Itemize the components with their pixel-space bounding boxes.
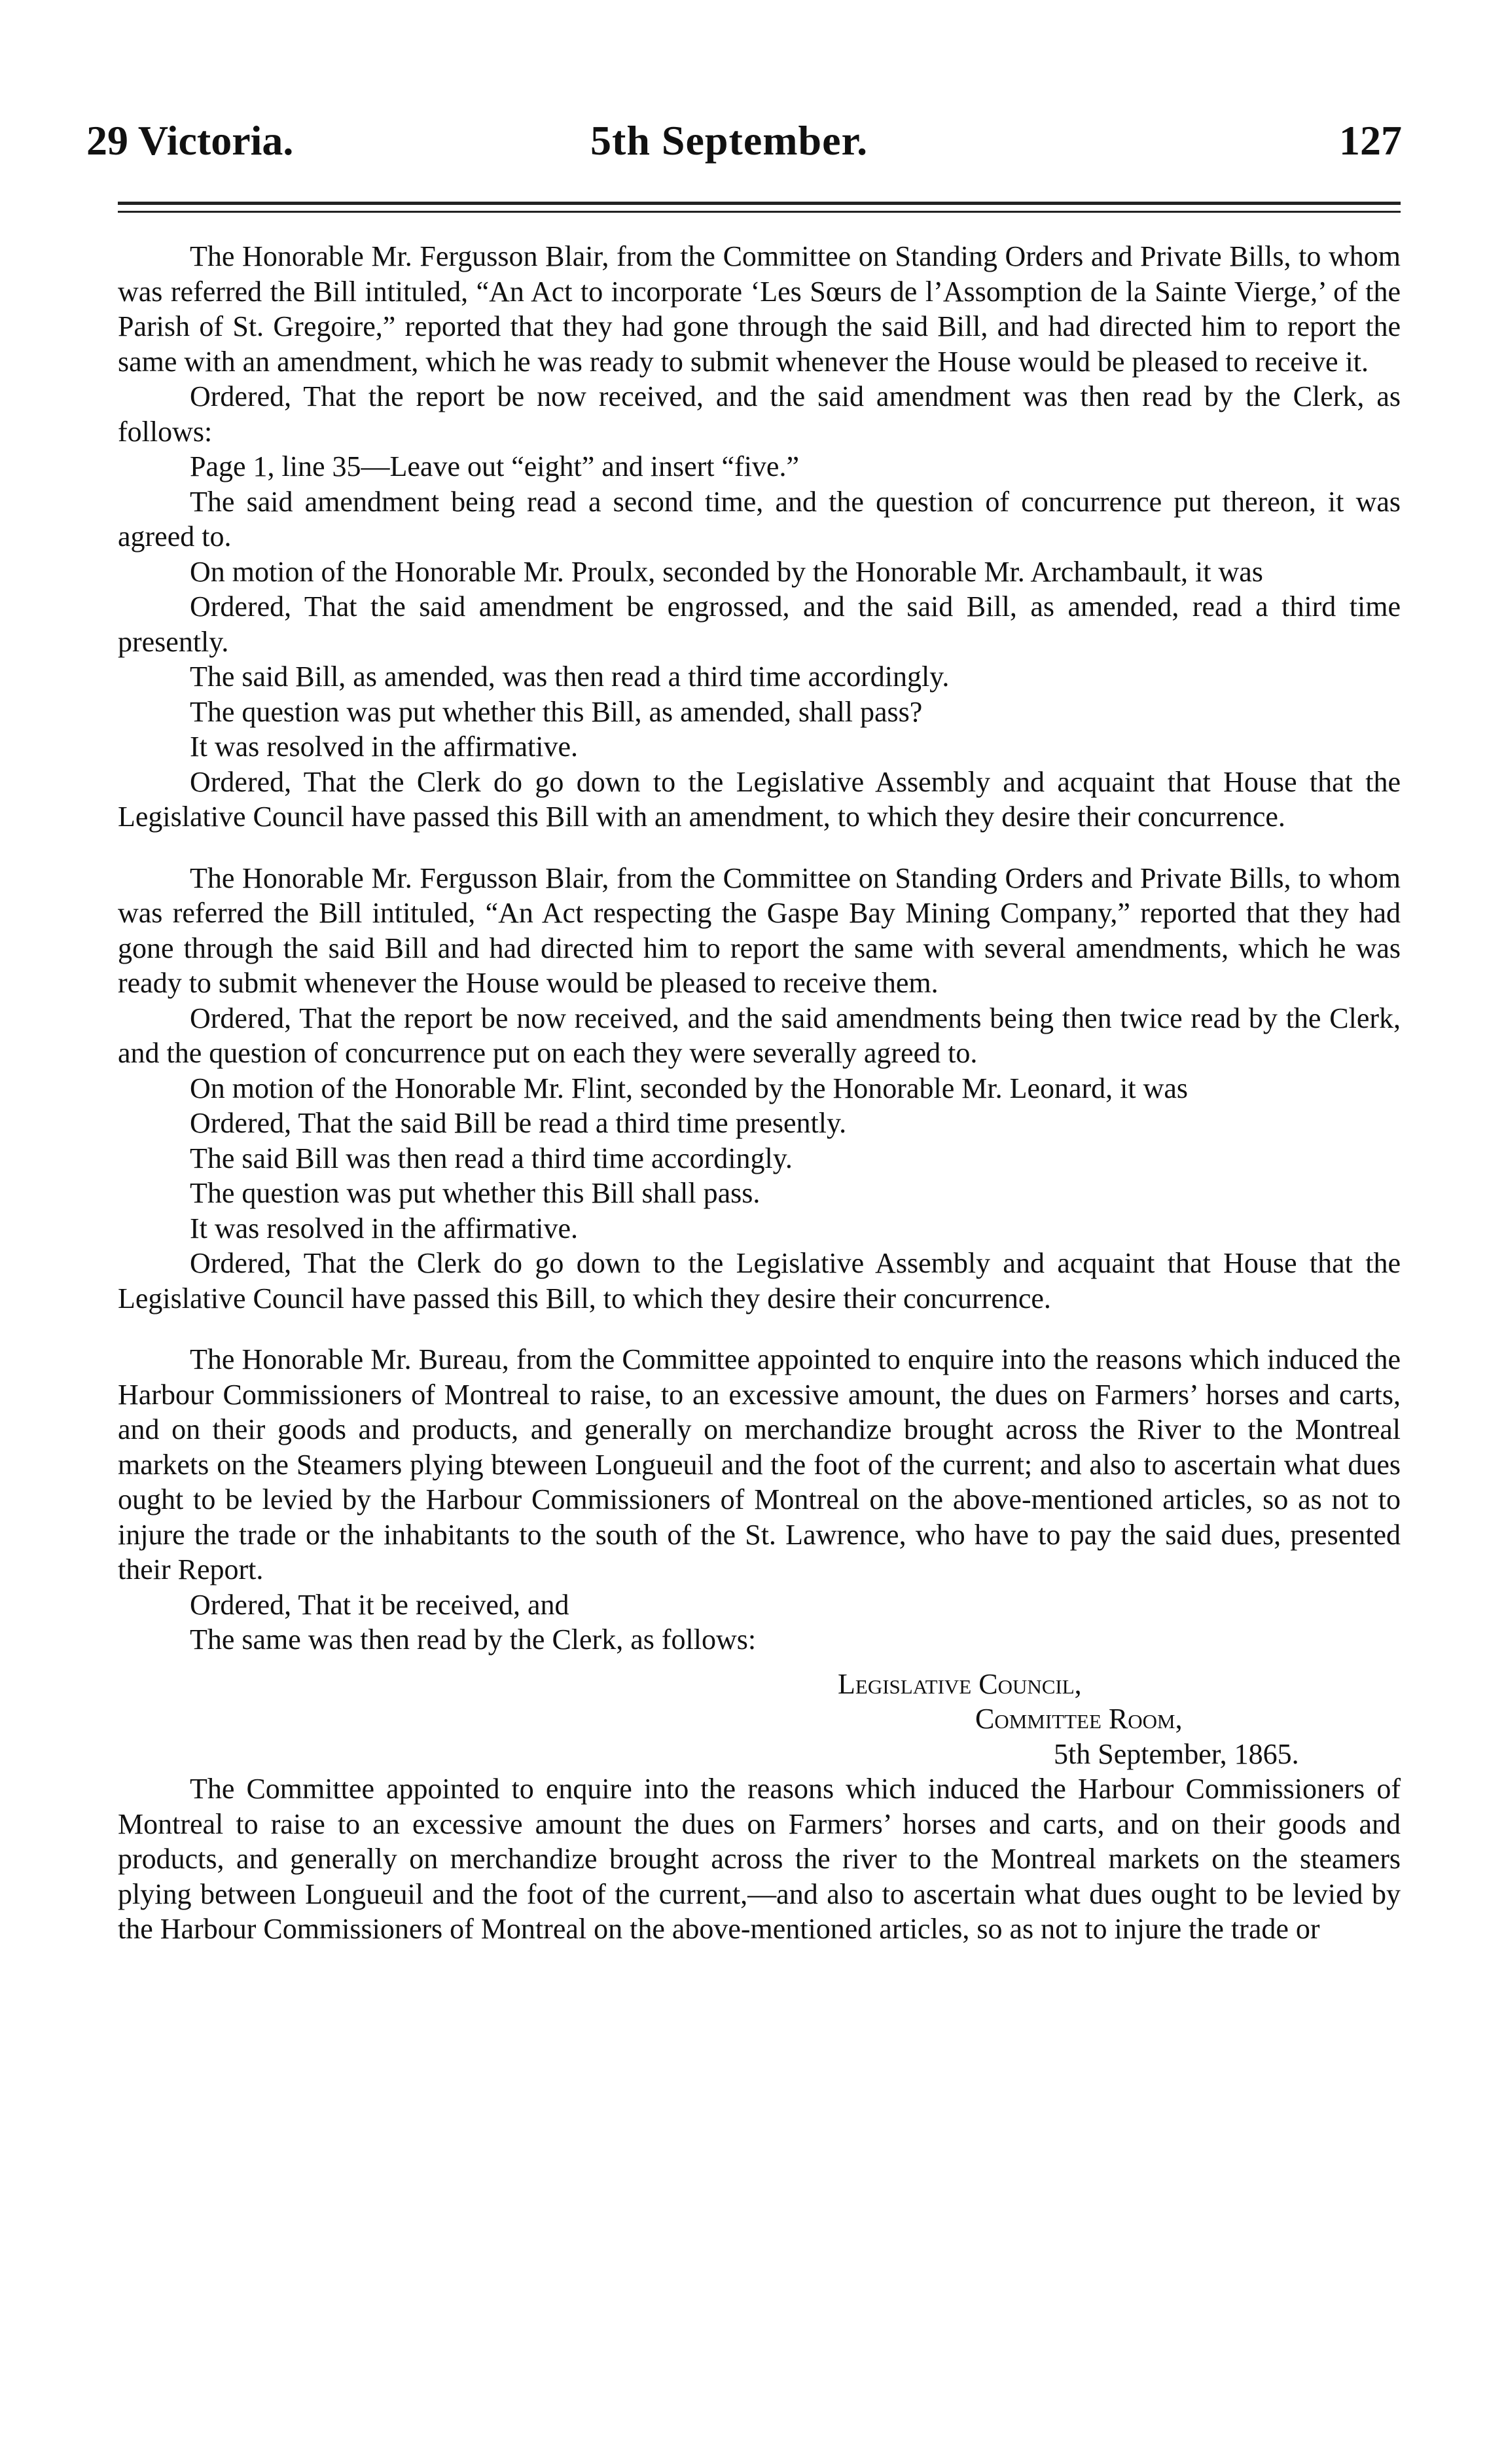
- paragraph: The Honorable Mr. Fergusson Blair, from the Committee on Standing Orders and Private Bills, to whom was referred the Bill intituled, “An Act respecting the Gaspe Bay Mining Company,” reported that they had gone through the said Bill and had directed him to report the same with several amendments, which he was ready to submit whenever the House would be pleased to receive them.: [118, 861, 1401, 999]
- paragraph: It was resolved in the affirmative.: [190, 731, 578, 763]
- paragraph: The Honorable Mr. Bureau, from the Committee appointed to enquire into the reasons which induced the Harbour Commissioners of Montreal to raise, to an excessive amount, the dues on Farmers’ horses and carts, and on their goods and products, and generally on merchandize brought across the River to the Montreal markets on the Steamers plying bteween Longueuil and the foot of the current; and also to ascertain what dues ought to be levied by the Harbour Commissioners of Montreal on the above-mentioned articles, so as not to injure the trade or the inhabitants to the south of the St. Lawrence, who have to pay the said dues, presented their Report.: [118, 1343, 1401, 1585]
- paragraph: The same was then read by the Clerk, as follows:: [190, 1623, 757, 1656]
- paragraph: Ordered, That the report be now received, and the said amendment was then read by the Clerk, as follows:: [118, 380, 1401, 448]
- paragraph: Page 1, line 35—Leave out “eight” and insert “five.”: [190, 450, 799, 482]
- paragraph: The said Bill was then read a third time accordingly.: [190, 1142, 793, 1174]
- paragraph: On motion of the Honorable Mr. Proulx, seconded by the Honorable Mr. Archambault, it was: [190, 555, 1263, 588]
- report-heading: [118, 1667, 1401, 1772]
- paragraph: On motion of the Honorable Mr. Flint, seconded by the Honorable Mr. Leonard, it was: [190, 1072, 1189, 1104]
- paragraph: Ordered, That the report be now received, and the said amendments being then twice read by the Clerk, and the question of concurrence put on each they were severally agreed to.: [118, 1002, 1401, 1069]
- report-paragraph: The Committee appointed to enquire into the reasons which induced the Harbour Commissioners of Montreal to raise to an excessive amount the dues on Farmers’ horses and carts, and on their goods and products, and generally on merchandize brought across the river to the Montreal markets on the steamers plying between Longueuil and the foot of the current,—and also to ascertain what dues ought to be levied by the Harbour Commissioners of Montreal on the above-mentioned articles, so as not to injure the trade or: [118, 1773, 1401, 1945]
- paragraph: Ordered, That the said amendment be engrossed, and the said Bill, as amended, read a third time presently.: [118, 590, 1401, 658]
- header-date: 5th September.: [590, 117, 869, 164]
- paragraph: Ordered, That it be received, and: [190, 1588, 569, 1621]
- page-header: [86, 117, 1402, 175]
- paragraph: The said amendment being read a second time, and the question of concurrence put thereon, it was agreed to.: [118, 485, 1401, 553]
- proceedings: [118, 239, 1401, 1658]
- paragraph: The Honorable Mr. Fergusson Blair, from the Committee on Standing Orders and Private Bills, to whom was referred the Bill intituled, “An Act to incorporate ‘Les Sœurs de l’Assomption de la Sainte Vierge,’ of the Parish of St. Gregoire,” reported that they had gone through the said Bill, and had directed him to report the same with an amendment, which he was ready to submit whenever the House would be pleased to receive it.: [118, 240, 1401, 378]
- paragraph: The said Bill, as amended, was then read a third time accordingly.: [190, 661, 950, 693]
- header-rule-thin: [118, 211, 1401, 213]
- paragraph: The question was put whether this Bill shall pass.: [190, 1177, 761, 1209]
- report-heading-council: Legislative Council,: [838, 1667, 1082, 1700]
- paragraph: Ordered, That the Clerk do go down to the Legislative Assembly and acquaint that House that the Legislative Council have passed this Bill, to which they desire their concurrence.: [118, 1247, 1401, 1314]
- paragraph: It was resolved in the affirmative.: [190, 1212, 578, 1244]
- paragraph: The question was put whether this Bill, as amended, shall pass?: [190, 695, 923, 728]
- header-rule-thick: [118, 202, 1401, 205]
- report-heading-date: 5th September, 1865.: [1054, 1737, 1299, 1770]
- page-body: [118, 239, 1401, 1947]
- page-number: 127: [1339, 117, 1402, 164]
- header-session: 29 Victoria.: [86, 117, 294, 164]
- paragraph: Ordered, That the Clerk do go down to the Legislative Assembly and acquaint that House that the Legislative Council have passed this Bill with an amendment, to which they desire their concurrence.: [118, 765, 1401, 833]
- report-heading-room: Committee Room,: [975, 1703, 1183, 1735]
- paragraph: Ordered, That the said Bill be read a third time presently.: [190, 1107, 847, 1139]
